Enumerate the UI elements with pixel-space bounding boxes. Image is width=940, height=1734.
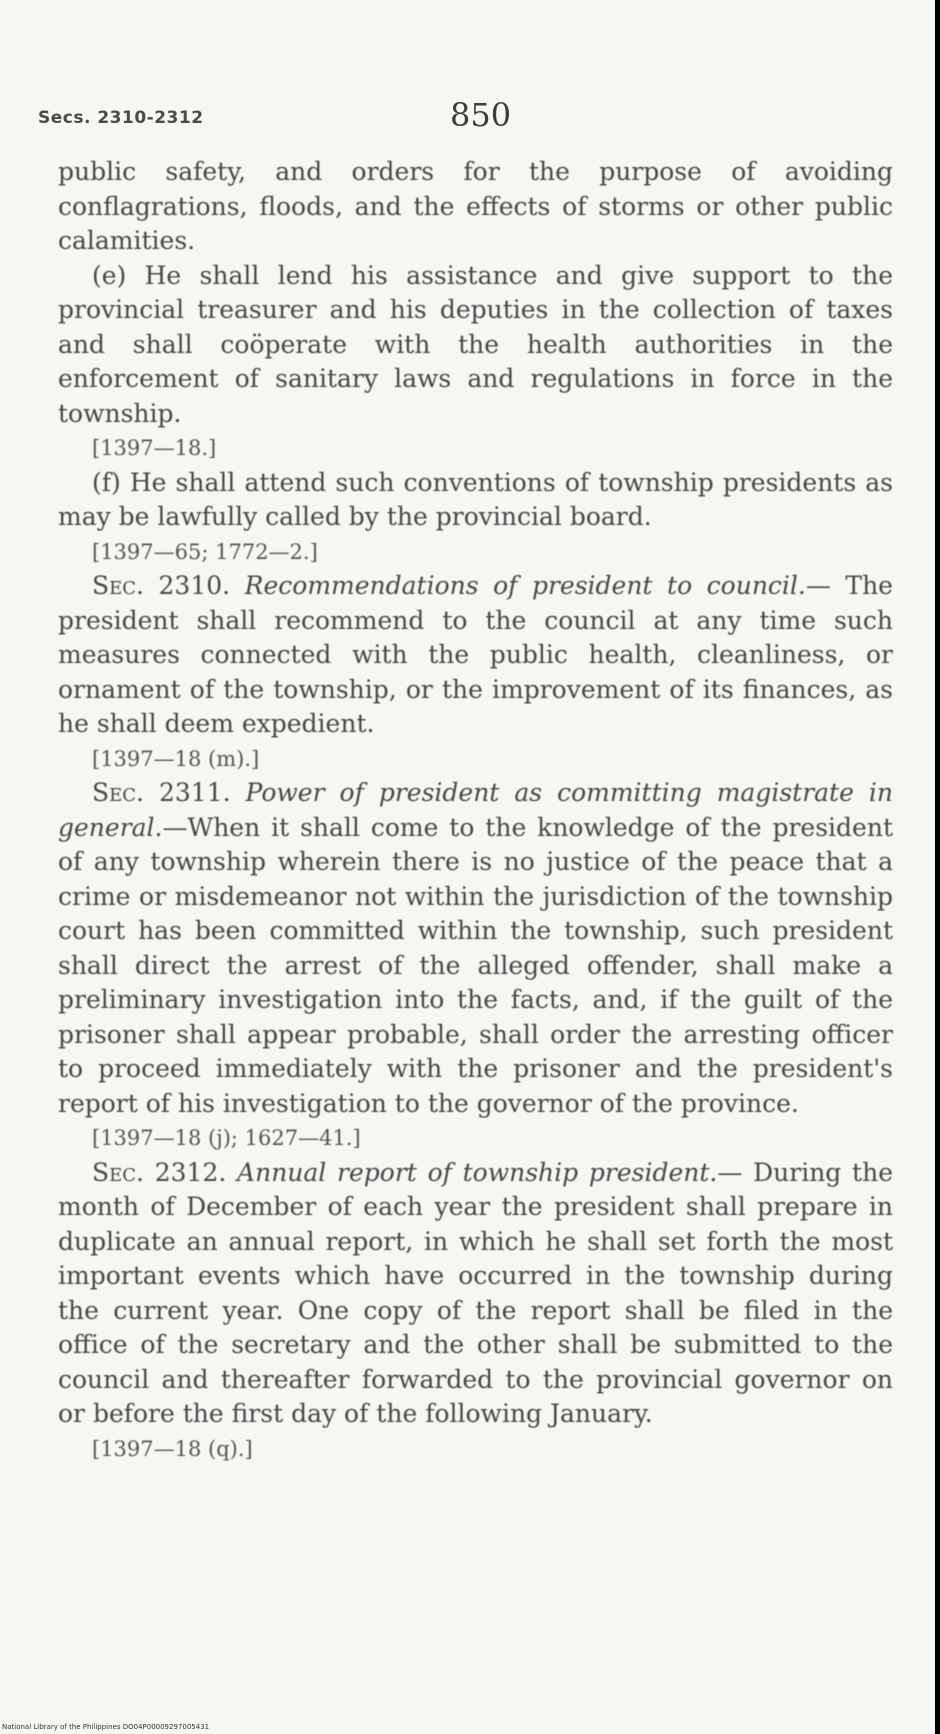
section-2312 xyxy=(58,1156,893,1432)
body-text xyxy=(58,155,893,1466)
section-label: Sec. 2311. xyxy=(92,778,231,807)
section-body: The president shall recommend to the council at any time such measures connected with the public health, cleanliness, or ornament of the township, or the improvement of its finances, as he shall deem expedient. xyxy=(58,571,893,738)
citation: [1397—18 (m).] xyxy=(92,746,260,771)
citation: [1397—18 (q).] xyxy=(92,1436,253,1461)
citation: [1397—18.] xyxy=(92,436,217,460)
paragraph-e: (e) He shall lend his assistance and give support to the provincial treasurer and his deputies in the collection of taxes and shall coöperate with the health authorities in the enforcement of sanitary laws and regulations in force in the township. xyxy=(58,260,893,428)
citation: [1397—18 (j); 1627—41.] xyxy=(92,1126,361,1150)
section-body: —When it shall come to the knowledge of the president of any township wherein there is no justice of the peace that a crime or misdemeanor not within the jurisdiction of the township court has been committed within the township, such president shall direct the arrest of the alleged offender, shall make a preliminary investigation into the facts, and, if the guilt of the prisoner shall appear probable, shall order the arresting officer to proceed immediately with the prisoner and the president's report of his investigation to the governor of the province. xyxy=(58,812,893,1118)
section-2310 xyxy=(58,569,893,742)
library-footer: National Library of the Philippines DO04P00009297005431 xyxy=(2,1723,210,1731)
section-body: During the month of December of each year the president shall prepare in duplicate an annual report, in which he shall set forth the most important events which have occurred in the township during the current year. One copy of the report shall be filed in the office of the secretary and the other shall be submitted to the council and thereafter forwarded to the provincial governor on or before the first day of the following January. xyxy=(58,1157,893,1428)
section-range-header: Secs. 2310-2312 xyxy=(38,108,204,128)
paragraph-continuation: public safety, and orders for the purpose of avoiding conflagrations, floods, and the effects of storms or other public calamities. xyxy=(58,157,893,255)
scan-edge xyxy=(935,0,940,1734)
section-title: Recommendations of president to council.— xyxy=(244,571,831,600)
section-title: Power of president as committing magistrate in general. xyxy=(58,778,893,842)
section-title: Annual report of township president.— xyxy=(237,1157,743,1187)
section-label: Sec. 2310. xyxy=(92,571,231,600)
section-label: Sec. 2312. xyxy=(92,1157,227,1187)
citation: [1397—65; 1772—2.] xyxy=(92,539,318,564)
paragraph-f: (f) He shall attend such conventions of township presidents as may be lawfully called by the provincial board. xyxy=(58,467,893,531)
page-number: 850 xyxy=(450,96,512,134)
section-2311 xyxy=(58,776,893,1121)
